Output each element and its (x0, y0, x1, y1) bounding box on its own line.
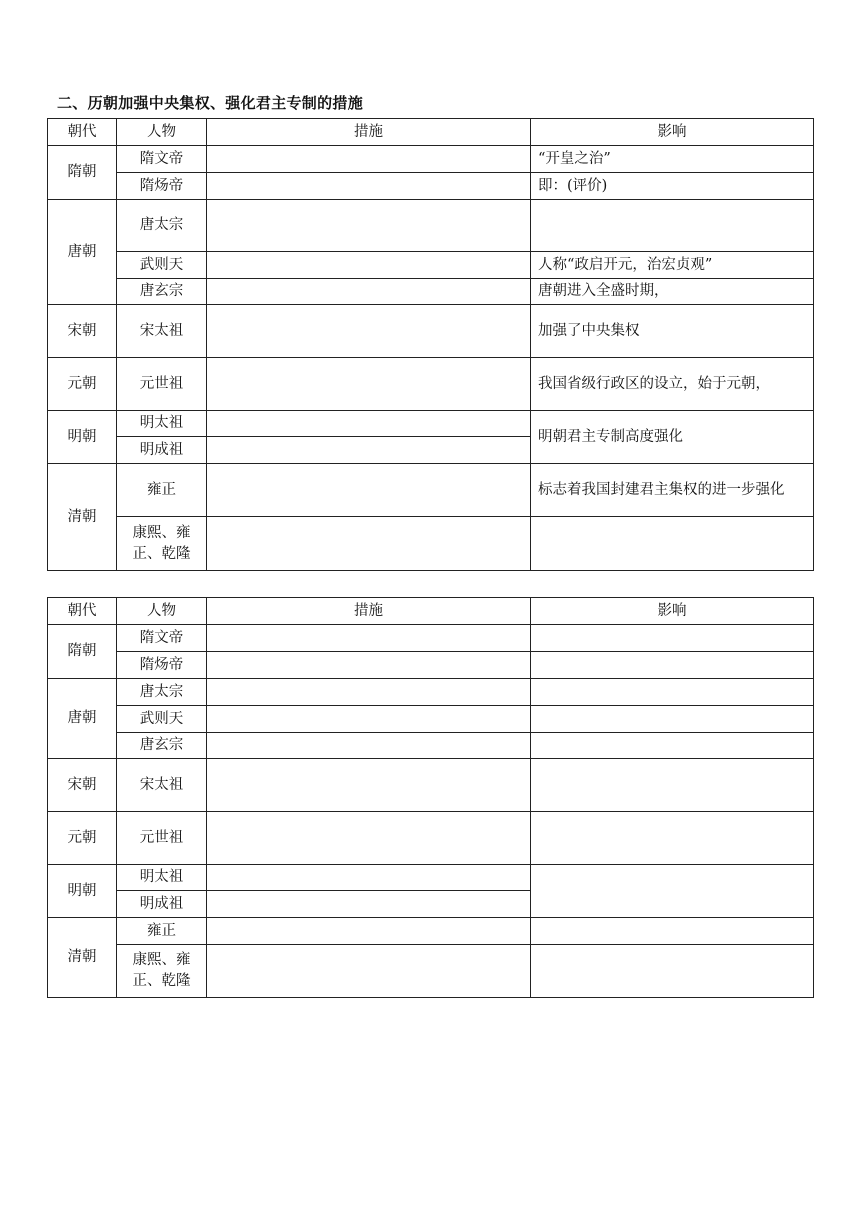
table-row (48, 200, 814, 252)
header-dynasty: 朝代 (48, 119, 117, 146)
table-row (48, 945, 814, 998)
table-row (48, 252, 814, 279)
person-ming-chengzu: 明成祖 (117, 891, 207, 918)
header-person: 人物 (117, 598, 207, 625)
influence-cell[interactable] (531, 812, 814, 865)
person-qing-kangxi: 康熙、雍正、乾隆 (117, 517, 207, 571)
section-heading: 二、历朝加强中央集权、强化君主专制的措施 (57, 94, 364, 112)
person-song-taizu: 宋太祖 (117, 305, 207, 358)
table-row (48, 279, 814, 305)
table-row (48, 759, 814, 812)
influence-cell[interactable] (531, 759, 814, 812)
measures-cell[interactable] (207, 625, 531, 652)
table-row (48, 679, 814, 706)
measures-cell[interactable] (207, 517, 531, 571)
measures-cell[interactable] (207, 200, 531, 252)
header-row (48, 119, 814, 146)
person-yuan-shizu: 元世祖 (117, 358, 207, 411)
header-row (48, 598, 814, 625)
header-measures: 措施 (207, 119, 531, 146)
measures-cell[interactable] (207, 945, 531, 998)
measures-cell[interactable] (207, 305, 531, 358)
table-row (48, 358, 814, 411)
influence-cell[interactable] (531, 706, 814, 733)
measures-cell[interactable] (207, 464, 531, 517)
dynasty-sui: 隋朝 (48, 146, 117, 200)
dynasty-ming: 明朝 (48, 411, 117, 464)
influence-sui-wendi: “开皇之治” (531, 146, 814, 173)
header-person: 人物 (117, 119, 207, 146)
header-influence: 影响 (531, 598, 814, 625)
influence-cell[interactable] (531, 945, 814, 998)
header-influence: 影响 (531, 119, 814, 146)
influence-cell[interactable] (531, 918, 814, 945)
header-dynasty: 朝代 (48, 598, 117, 625)
influence-qing-yongzheng: 标志着我国封建君主集权的进一步强化 (531, 464, 814, 517)
person-ming-taizu: 明太祖 (117, 411, 207, 437)
measures-cell[interactable] (207, 146, 531, 173)
person-tang-xuanzong: 唐玄宗 (117, 733, 207, 759)
influence-cell[interactable] (531, 865, 814, 918)
measures-cell[interactable] (207, 358, 531, 411)
influence-cell[interactable] (531, 625, 814, 652)
dynasty-song: 宋朝 (48, 759, 117, 812)
dynasty-tang: 唐朝 (48, 200, 117, 305)
influence-cell[interactable] (531, 652, 814, 679)
table-row (48, 625, 814, 652)
header-measures: 措施 (207, 598, 531, 625)
influence-sui-yangdi: 即：(评价) (531, 173, 814, 200)
table-row (48, 517, 814, 571)
measures-table-filled (47, 118, 814, 571)
influence-cell[interactable] (531, 517, 814, 571)
person-song-taizu: 宋太祖 (117, 759, 207, 812)
person-qing-yongzheng: 雍正 (117, 464, 207, 517)
table-row (48, 918, 814, 945)
influence-yuan-shizu: 我国省级行政区的设立，始于元朝， (531, 358, 814, 411)
influence-cell[interactable] (531, 200, 814, 252)
measures-cell[interactable] (207, 411, 531, 437)
table-row (48, 173, 814, 200)
person-qing-kangxi: 康熙、雍正、乾隆 (117, 945, 207, 998)
measures-cell[interactable] (207, 706, 531, 733)
table-row (48, 464, 814, 517)
measures-cell[interactable] (207, 679, 531, 706)
person-qing-yongzheng: 雍正 (117, 918, 207, 945)
dynasty-qing: 清朝 (48, 918, 117, 998)
measures-cell[interactable] (207, 812, 531, 865)
measures-cell[interactable] (207, 759, 531, 812)
person-tang-wuzetian: 武则天 (117, 706, 207, 733)
table-row (48, 865, 814, 891)
person-sui-yangdi: 隋炀帝 (117, 173, 207, 200)
influence-song-taizu: 加强了中央集权 (531, 305, 814, 358)
dynasty-yuan: 元朝 (48, 812, 117, 865)
person-ming-taizu: 明太祖 (117, 865, 207, 891)
influence-cell[interactable] (531, 679, 814, 706)
person-sui-yangdi: 隋炀帝 (117, 652, 207, 679)
person-ming-chengzu: 明成祖 (117, 437, 207, 464)
table-row (48, 305, 814, 358)
measures-cell[interactable] (207, 865, 531, 891)
dynasty-ming: 明朝 (48, 865, 117, 918)
table-row (48, 411, 814, 437)
measures-cell[interactable] (207, 279, 531, 305)
table-row (48, 652, 814, 679)
measures-table-blank (47, 597, 814, 998)
dynasty-tang: 唐朝 (48, 679, 117, 759)
person-tang-wuzetian: 武则天 (117, 252, 207, 279)
dynasty-sui: 隋朝 (48, 625, 117, 679)
person-tang-xuanzong: 唐玄宗 (117, 279, 207, 305)
measures-cell[interactable] (207, 437, 531, 464)
table-row (48, 706, 814, 733)
table-row (48, 733, 814, 759)
dynasty-yuan: 元朝 (48, 358, 117, 411)
person-tang-taizong: 唐太宗 (117, 200, 207, 252)
dynasty-song: 宋朝 (48, 305, 117, 358)
measures-cell[interactable] (207, 733, 531, 759)
measures-cell[interactable] (207, 891, 531, 918)
dynasty-qing: 清朝 (48, 464, 117, 571)
person-sui-wendi: 隋文帝 (117, 146, 207, 173)
person-yuan-shizu: 元世祖 (117, 812, 207, 865)
table-row (48, 812, 814, 865)
person-sui-wendi: 隋文帝 (117, 625, 207, 652)
influence-cell[interactable] (531, 733, 814, 759)
measures-cell[interactable] (207, 252, 531, 279)
influence-ming: 明朝君主专制高度强化 (531, 411, 814, 464)
measures-cell[interactable] (207, 918, 531, 945)
measures-cell[interactable] (207, 652, 531, 679)
table-row (48, 146, 814, 173)
person-tang-taizong: 唐太宗 (117, 679, 207, 706)
measures-cell[interactable] (207, 173, 531, 200)
influence-tang-wuzetian: 人称“政启开元，治宏贞观” (531, 252, 814, 279)
influence-tang-xuanzong: 唐朝进入全盛时期， (531, 279, 814, 305)
